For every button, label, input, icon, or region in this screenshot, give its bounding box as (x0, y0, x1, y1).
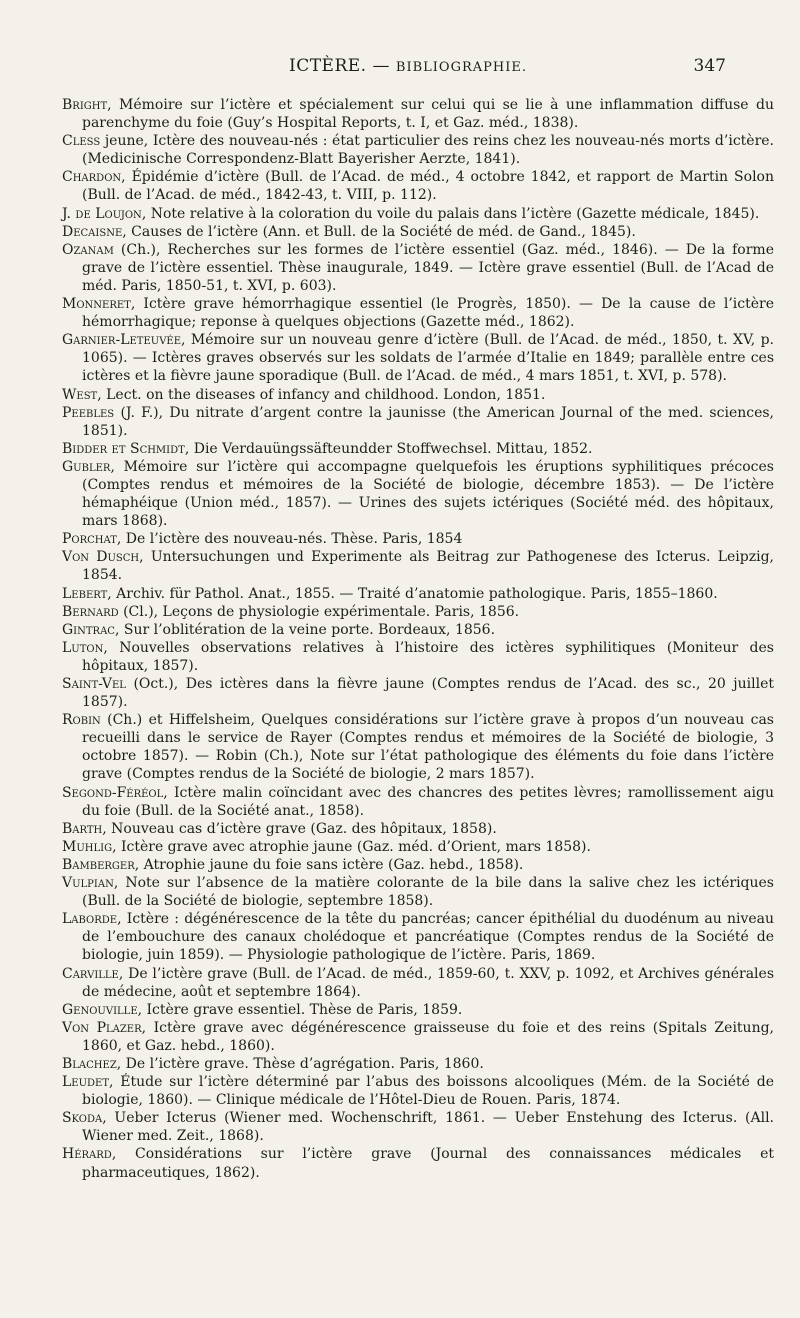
running-title (90, 56, 726, 76)
entry-text: , Note sur l’absence de la matière colorante de la bile dans la salive chez les ictériques (Bull. de la Société de biologie, septembre 1858). (82, 875, 774, 910)
bibliography-entry (62, 910, 774, 964)
entry-text: , Untersuchungen und Experimente als Beitrag zur Pathogenese des Icterus. Leipzig, 1854. (82, 549, 774, 584)
bibliography-entry (62, 639, 774, 675)
entry-text: , Die Verdauüngssäfteundder Stoffwechsel. Mittau, 1852. (184, 440, 593, 457)
bibliography-entry (62, 458, 774, 530)
bibliography-entry (62, 820, 774, 838)
entry-text: , Ictère grave avec dégénérescence graisseuse du foie et des reins (Spitals Zeitung, 1860, et Gaz. hebd., 1860). (82, 1019, 774, 1054)
entry-author: Bamberger (62, 856, 135, 873)
entry-author: Barth (62, 820, 103, 837)
entry-text: , Ictère : dégénérescence de la tête du pancréas; cancer épithélial du duodénum au niveau de l’embouchure des canaux cholédoque et pancréatique (Comptes rendus de la Société de biologie, juin 1859). — Physiologie pathologique de l’ictère. Paris, 1869. (82, 911, 774, 964)
entry-text: , Considérations sur l’ictère grave (Journal des connaissances médicales et pharmaceutiques, 1862). (82, 1146, 774, 1181)
bibliography-entry (62, 1145, 774, 1181)
entry-author: Von Dusch (62, 549, 140, 566)
entry-author: Laborde (62, 911, 118, 928)
entry-text: , Atrophie jaune du foie sans ictère (Gaz. hebd., 1858). (134, 856, 524, 873)
entry-author: Genouville (62, 1001, 138, 1018)
entry-text: , De l’ictère grave (Bull. de l’Acad. de méd., 1859-60, t. XXV, p. 1092, et Archives générales de médecine, août et septembre 1864). (82, 965, 774, 1000)
entry-text: , Mémoire sur l’ictère qui accompagne quelquefois les éruptions syphilitiques précoces (Comptes rendus et mémoires de la Société de biologie, décembre 1853). — De l’ictère hémaphéique (Union méd., 1857). — Urines des sujets ictériques (Société méd. des hôpitaux, mars 1868). (82, 458, 774, 530)
bibliography-entry (62, 548, 774, 584)
entry-text: , Ueber Icterus (Wiener med. Wochenschrift, 1861. — Ueber Enstehung des Icterus. (All. Wiener med. Zeit., 1868). (82, 1110, 774, 1145)
entry-text: jeune, Ictère des nouveau-nés : état particulier des reins chez les nouveau-nés morts d’ictère. (Medicinische Correspondenz-Blatt Bayerisher Aerzte, 1841). (82, 133, 774, 168)
entry-text: , Ictère grave essentiel. Thèse de Paris, 1859. (137, 1001, 463, 1018)
entry-text: , Nouvelles observations relatives à l’histoire des ictères syphilitiques (Moniteur des hôpitaux, 1857). (82, 639, 774, 674)
entry-text: , Ictère grave avec atrophie jaune (Gaz. méd. d’Orient, mars 1858). (112, 838, 591, 855)
entry-author: Leudet (62, 1074, 110, 1091)
bibliography-list (62, 96, 774, 1182)
entry-text: (Oct.), Des ictères dans la fièvre jaune (Comptes rendus de l’Acad. des sc., 20 juillet 1857). (82, 676, 774, 711)
entry-text: , Étude sur l’ictère déterminé par l’abus des boissons alcooliques (Mém. de la Société de biologie, 1860). — Clinique médicale de l’Hôtel-Dieu de Rouen. Paris, 1874. (82, 1074, 774, 1109)
entry-author: Gintrac (62, 621, 115, 638)
entry-author: Lebert (62, 585, 108, 602)
bibliography-entry (62, 440, 774, 458)
bibliography-entry (62, 205, 774, 223)
bibliography-entry (62, 711, 774, 783)
entry-text: , Mémoire sur un nouveau genre d’ictère (Bull. de l’Acad. de méd., 1850, t. XV, p. 1065). — Ictères graves observés sur les soldats de l’armée d’Italie en 1849; parallèle entre ces ictères et la fièvre jaune sporadique (Bull. de l’Acad. de méd., 4 mars 1851, t. XVI, p. 578). (82, 332, 774, 385)
entry-author: Von Plazer (62, 1019, 142, 1036)
page-number: 347 (693, 56, 726, 76)
bibliography-entry (62, 838, 774, 856)
entry-author: Bidder et Schmidt (62, 440, 185, 457)
entry-author: Robin (62, 712, 101, 729)
bibliography-entry (62, 965, 774, 1001)
entry-author: Monneret (62, 296, 131, 313)
bibliography-entry (62, 874, 774, 910)
bibliography-entry (62, 784, 774, 820)
bibliography-entry (62, 530, 774, 548)
section-title: BIBLIOGRAPHIE. (395, 60, 527, 75)
entry-text: , Lect. on the diseases of infancy and childhood. London, 1851. (97, 386, 546, 403)
entry-text: , Sur l’oblitération de la veine porte. Bordeaux, 1856. (114, 621, 496, 638)
entry-author: Peebles (62, 404, 115, 421)
entry-text: , Ictère malin coïncidant avec des chancres des petites lèvres; ramollissement aigu du foie (Bull. de la Société anat., 1858). (82, 784, 774, 819)
bibliography-entry (62, 1019, 774, 1055)
entry-text: , Nouveau cas d’ictère grave (Gaz. des hôpitaux, 1858). (102, 820, 497, 837)
bibliography-entry (62, 585, 774, 603)
entry-author: Carville (62, 965, 119, 982)
bibliography-entry (62, 295, 774, 331)
entry-text: , De l’ictère grave. Thèse d’agrégation. Paris, 1860. (116, 1055, 484, 1072)
entry-author: West (62, 386, 98, 403)
bibliography-entry (62, 168, 774, 204)
entry-author: Luton (62, 639, 104, 656)
bibliography-entry (62, 96, 774, 132)
entry-author: Saint-Vel (62, 676, 126, 692)
entry-author: Bernard (62, 603, 119, 620)
entry-text: (Ch.) et Hiffelsheim, Quelques considérations sur l’ictère grave à propos d’un nouveau cas recueilli dans le service de Rayer (Comptes rendus et mémoires de la Société de biologie, 3 octobre 1857). — Robin (Ch.), Note sur l’état pathologique des éléments du foie dans l’ictère grave (Comptes rendus de la Société de biologie, 2 mars 1857). (82, 712, 774, 783)
bibliography-entry (62, 331, 774, 385)
entry-author: Muhlig (62, 838, 113, 855)
bibliography-entry (62, 241, 774, 295)
bibliography-entry (62, 386, 774, 404)
entry-text: , Mémoire sur l’ictère et spécialement sur celui qui se lie à une inflammation diffuse du parenchyme du foie (Guy’s Hospital Reports, t. I, et Gaz. méd., 1838). (82, 97, 774, 132)
bibliography-entry (62, 856, 774, 874)
entry-author: J. de Loujon (62, 205, 142, 222)
entry-author: Segond-Féréol (62, 784, 164, 801)
entry-text: , Causes de l’ictère (Ann. et Bull. de la Société de méd. de Gand., 1845). (122, 223, 636, 240)
entry-text: , De l’ictère des nouveau-nés. Thèse. Paris, 1854 (116, 531, 463, 548)
bibliography-entry (62, 132, 774, 168)
entry-text: (J. F.), Du nitrate d’argent contre la jaunisse (the American Journal of the med. sciences, 1851). (82, 404, 774, 439)
bibliography-entry (62, 1073, 774, 1109)
entry-author: Porchat (62, 531, 117, 548)
entry-author: Bright (62, 97, 108, 113)
entry-author: Blachez (62, 1055, 117, 1072)
entry-author: Hérard (62, 1146, 112, 1163)
bibliography-entry (62, 1001, 774, 1019)
entry-text: (Ch.), Recherches sur les formes de l’ictère essentiel (Gaz. méd., 1846). — De la forme grave de l’ictère essentiel. Thèse inaugurale, 1849. — Ictère grave essentiel (Bull. de l’Acad de méd. Paris, 1850-51, t. XVI, p. 603). (82, 241, 774, 294)
bibliography-entry (62, 404, 774, 440)
entry-text: (Cl.), Leçons de physiologie expérimentale. Paris, 1856. (118, 603, 520, 620)
bibliography-entry (62, 675, 774, 711)
entry-text: , Archiv. für Pathol. Anat., 1855. — Traité d’anatomie pathologique. Paris, 1855–1860. (107, 585, 718, 602)
entry-author: Vulpian (62, 875, 114, 892)
entry-text: , Ictère grave hémorrhagique essentiel (le Progrès, 1850). — De la cause de l’ictère hémorrhagique; reponse à quelques objections (Gazette méd., 1862). (82, 296, 774, 331)
entry-author: Chardon (62, 169, 122, 186)
running-header (90, 56, 726, 88)
bibliography-entry (62, 223, 774, 241)
entry-text: , Épidémie d’ictère (Bull. de l’Acad. de méd., 4 octobre 1842, et rapport de Martin Solon (Bull. de l’Acad. de méd., 1842-43, t. VIII, p. 112). (82, 169, 774, 204)
entry-text: , Note relative à la coloration du voile du palais dans l’ictère (Gazette médicale, 1845). (141, 205, 760, 222)
chapter-title: ICTÈRE. (289, 56, 367, 76)
bibliography-entry (62, 621, 774, 639)
entry-author: Gubler (62, 458, 111, 475)
entry-author: Garnier-Leteuvée (62, 332, 182, 349)
entry-author: Skoda (62, 1110, 103, 1127)
bibliography-entry (62, 1109, 774, 1145)
title-dash: — (372, 56, 390, 76)
bibliography-entry (62, 1055, 774, 1073)
bibliography-entry (62, 603, 774, 621)
entry-author: Decaisne (62, 223, 123, 240)
entry-author: Ozanam (62, 241, 114, 258)
entry-author: Cless (62, 133, 101, 150)
